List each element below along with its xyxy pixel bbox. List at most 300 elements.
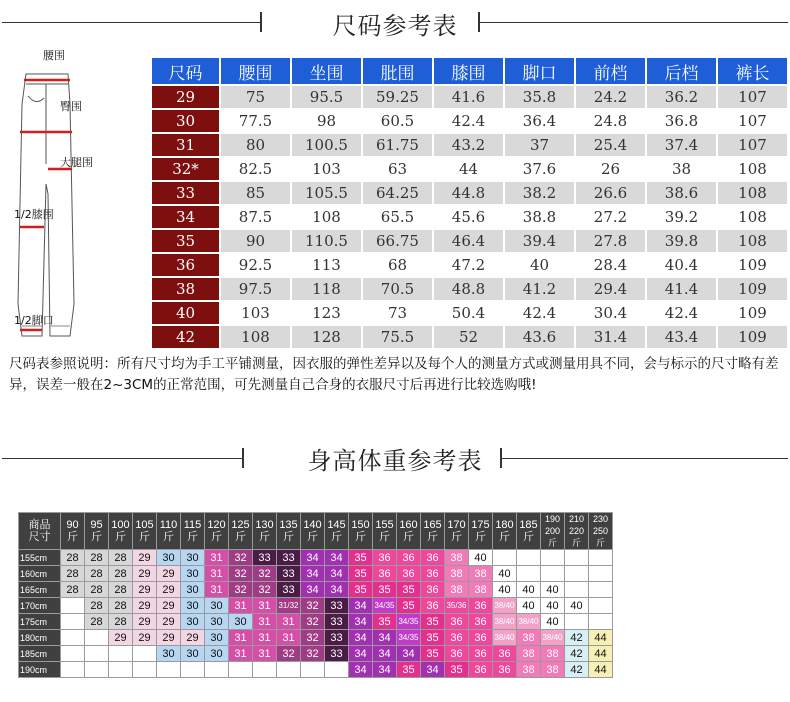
size-value-cell: 35.8: [504, 85, 575, 109]
hw-size-cell: 31: [205, 550, 229, 566]
hw-size-cell: 31/32: [277, 598, 301, 614]
size-value-cell: 98: [291, 109, 362, 133]
hw-size-cell: 29: [157, 598, 181, 614]
hw-size-cell: 36: [445, 614, 469, 630]
hw-size-cell: 31: [277, 630, 301, 646]
hw-size-cell: 38: [445, 550, 469, 566]
size-value-cell: 43.2: [433, 133, 504, 157]
hw-size-cell: 34: [325, 566, 349, 582]
size-value-cell: 113: [291, 253, 362, 277]
hw-weight-header: 155 斤: [373, 513, 397, 550]
hw-size-cell: 35: [421, 630, 445, 646]
hw-size-cell: 30: [181, 550, 205, 566]
hw-size-cell: 36: [421, 550, 445, 566]
hw-size-cell: 38: [469, 582, 493, 598]
size-label-cell: 35: [151, 229, 220, 253]
size-value-cell: 37.6: [504, 157, 575, 181]
hw-size-cell: 30: [229, 614, 253, 630]
hw-size-cell: 38/40: [493, 614, 517, 630]
size-value-cell: 107: [717, 109, 788, 133]
hw-size-cell: 28: [85, 550, 109, 566]
size-value-cell: 27.2: [575, 205, 646, 229]
size-value-cell: 31.4: [575, 325, 646, 349]
hw-weight-header: 165 斤: [421, 513, 445, 550]
hw-size-cell: 35: [349, 582, 373, 598]
trouser-measurement-diagram: [6, 44, 140, 354]
hw-size-cell: 36: [445, 646, 469, 662]
hw-size-cell: 29: [133, 582, 157, 598]
size-label-cell: 42: [151, 325, 220, 349]
hw-size-cell: 29: [157, 630, 181, 646]
hw-size-cell: [589, 582, 613, 598]
hw-size-cell: 33: [325, 646, 349, 662]
hw-size-cell: 35: [349, 550, 373, 566]
hw-size-cell: [517, 566, 541, 582]
size-value-cell: 108: [717, 157, 788, 181]
hw-size-cell: 28: [61, 566, 85, 582]
hw-size-cell: 35: [421, 614, 445, 630]
hw-size-cell: 36: [421, 598, 445, 614]
size-value-cell: 26.6: [575, 181, 646, 205]
hw-size-cell: [181, 662, 205, 678]
size-value-cell: 64.25: [362, 181, 433, 205]
hw-size-cell: 40: [541, 598, 565, 614]
hw-size-cell: 40: [469, 550, 493, 566]
hw-size-cell: 36: [493, 662, 517, 678]
size-value-cell: 95.5: [291, 85, 362, 109]
hw-size-cell: 28: [109, 550, 133, 566]
size-value-cell: 39.2: [646, 205, 717, 229]
hw-size-cell: 42: [565, 646, 589, 662]
size-value-cell: 77.5: [220, 109, 291, 133]
hw-height-label: 170cm: [19, 598, 61, 614]
hw-weight-header: 105 斤: [133, 513, 157, 550]
size-value-cell: 36.4: [504, 109, 575, 133]
hw-row: [19, 614, 613, 630]
size-label-cell: 36: [151, 253, 220, 277]
hw-size-cell: 36: [469, 614, 493, 630]
hw-size-cell: 30: [181, 646, 205, 662]
hw-size-cell: 32: [229, 566, 253, 582]
hw-size-cell: 29: [133, 566, 157, 582]
hw-size-cell: 31: [229, 630, 253, 646]
size-value-cell: 37: [504, 133, 575, 157]
size-value-cell: 110.5: [291, 229, 362, 253]
size-value-cell: 63: [362, 157, 433, 181]
hw-weight-header: 110 斤: [157, 513, 181, 550]
hw-weight-header: 170 斤: [445, 513, 469, 550]
hw-size-cell: [109, 662, 133, 678]
hw-size-cell: [325, 662, 349, 678]
hw-size-cell: 38/40: [493, 630, 517, 646]
hw-size-cell: 44: [589, 646, 613, 662]
label-knee: 1/2膝围: [14, 208, 54, 221]
hw-weight-header: 190 200斤: [541, 513, 565, 550]
hw-size-cell: 34: [373, 662, 397, 678]
label-hem: 1/2脚口: [14, 314, 54, 327]
hw-weight-header: 130 斤: [253, 513, 277, 550]
hw-size-cell: 33: [253, 550, 277, 566]
size-value-cell: 43.4: [646, 325, 717, 349]
size-table-header: [151, 57, 788, 85]
hw-size-cell: 34/35: [397, 614, 421, 630]
hw-size-cell: 34: [421, 662, 445, 678]
hw-size-cell: [61, 646, 85, 662]
hw-weight-header: 175 斤: [469, 513, 493, 550]
hw-size-cell: 38: [445, 582, 469, 598]
hw-weight-header: 230 250斤: [589, 513, 613, 550]
hw-size-cell: 31: [205, 566, 229, 582]
size-value-cell: 44: [433, 157, 504, 181]
height-weight-table: [18, 512, 613, 678]
size-row: [151, 277, 788, 301]
size-value-cell: 48.8: [433, 277, 504, 301]
hw-size-cell: 28: [109, 614, 133, 630]
size-value-cell: 24.2: [575, 85, 646, 109]
size-value-cell: 75.5: [362, 325, 433, 349]
size-value-cell: 60.5: [362, 109, 433, 133]
hw-size-cell: [133, 646, 157, 662]
size-value-cell: 38.8: [504, 205, 575, 229]
hw-size-cell: 35/36: [445, 598, 469, 614]
size-value-cell: 103: [220, 301, 291, 325]
hw-size-cell: [85, 646, 109, 662]
hw-size-cell: 30: [205, 630, 229, 646]
hw-size-cell: [517, 550, 541, 566]
hw-size-cell: 40: [517, 582, 541, 598]
size-value-cell: 128: [291, 325, 362, 349]
hw-size-cell: 30: [205, 646, 229, 662]
hw-weight-header: 95 斤: [85, 513, 109, 550]
hw-size-cell: 40: [541, 614, 565, 630]
size-value-cell: 75: [220, 85, 291, 109]
hw-size-cell: [589, 566, 613, 582]
size-value-cell: 37.4: [646, 133, 717, 157]
size-value-cell: 39.4: [504, 229, 575, 253]
hw-size-cell: 29: [133, 598, 157, 614]
size-header-cell: 坐围: [291, 57, 362, 85]
hw-size-cell: [565, 550, 589, 566]
hw-size-cell: [85, 630, 109, 646]
hw-size-cell: 38/40: [541, 630, 565, 646]
hw-size-cell: 36: [469, 630, 493, 646]
hw-size-cell: 36: [469, 598, 493, 614]
hw-header-row: [19, 513, 613, 550]
size-value-cell: 27.8: [575, 229, 646, 253]
size-value-cell: 87.5: [220, 205, 291, 229]
size-value-cell: 118: [291, 277, 362, 301]
size-row: [151, 229, 788, 253]
hw-size-cell: 34: [301, 550, 325, 566]
hw-row: [19, 646, 613, 662]
size-chart-title: 尺码参考表: [332, 12, 458, 40]
size-row: [151, 133, 788, 157]
size-label-cell: 32*: [151, 157, 220, 181]
hw-size-cell: 35: [373, 614, 397, 630]
hw-size-cell: 35: [373, 582, 397, 598]
hw-height-label: 160cm: [19, 566, 61, 582]
hw-size-cell: 33: [325, 614, 349, 630]
hw-size-cell: 34: [397, 646, 421, 662]
hw-size-cell: 30: [205, 614, 229, 630]
hw-size-cell: 32: [277, 646, 301, 662]
hw-weight-header: 100 斤: [109, 513, 133, 550]
size-value-cell: 24.8: [575, 109, 646, 133]
hw-size-cell: 38: [517, 630, 541, 646]
hw-size-cell: 29: [157, 582, 181, 598]
size-value-cell: 103: [291, 157, 362, 181]
hw-size-cell: 34: [349, 662, 373, 678]
hw-size-cell: 31: [253, 598, 277, 614]
hw-weight-header: 120 斤: [205, 513, 229, 550]
hw-size-cell: 29: [181, 630, 205, 646]
size-value-cell: 61.75: [362, 133, 433, 157]
hw-size-cell: [541, 566, 565, 582]
hw-size-cell: [589, 614, 613, 630]
size-value-cell: 38.2: [504, 181, 575, 205]
size-value-cell: 44.8: [433, 181, 504, 205]
hw-size-cell: 30: [157, 646, 181, 662]
hw-size-cell: 29: [157, 566, 181, 582]
size-value-cell: 107: [717, 85, 788, 109]
hw-size-cell: 30: [157, 550, 181, 566]
label-hip: 臀围: [60, 100, 82, 113]
hw-size-cell: 33: [277, 566, 301, 582]
size-row: [151, 253, 788, 277]
size-table: [150, 56, 789, 350]
hw-size-cell: [253, 662, 277, 678]
hw-size-cell: 40: [565, 598, 589, 614]
hw-size-cell: 36: [493, 646, 517, 662]
size-row: [151, 181, 788, 205]
size-value-cell: 123: [291, 301, 362, 325]
size-value-cell: 40.4: [646, 253, 717, 277]
size-value-cell: 40: [504, 253, 575, 277]
hw-size-cell: 38: [541, 662, 565, 678]
hw-size-cell: 29: [157, 614, 181, 630]
hw-size-cell: 29: [133, 630, 157, 646]
hw-size-cell: [493, 550, 517, 566]
size-value-cell: 108: [291, 205, 362, 229]
size-value-cell: 39.8: [646, 229, 717, 253]
hw-size-cell: 34: [373, 646, 397, 662]
hw-size-cell: [109, 646, 133, 662]
hw-size-cell: 30: [181, 566, 205, 582]
hw-size-cell: 34: [301, 566, 325, 582]
size-value-cell: 25.4: [575, 133, 646, 157]
hw-size-cell: 35: [421, 646, 445, 662]
hw-size-cell: 32: [253, 582, 277, 598]
hw-size-cell: [61, 630, 85, 646]
size-value-cell: 52: [433, 325, 504, 349]
hw-size-cell: 28: [61, 550, 85, 566]
size-value-cell: 29.4: [575, 277, 646, 301]
size-value-cell: 97.5: [220, 277, 291, 301]
hw-size-cell: 34: [349, 630, 373, 646]
size-row: [151, 157, 788, 181]
size-row: [151, 205, 788, 229]
hw-size-cell: 36: [373, 550, 397, 566]
size-label-cell: 30: [151, 109, 220, 133]
hw-size-cell: 38: [469, 566, 493, 582]
hw-size-cell: [205, 662, 229, 678]
hw-size-cell: 31: [205, 582, 229, 598]
size-value-cell: 36.2: [646, 85, 717, 109]
size-row: [151, 109, 788, 133]
hw-size-cell: 38: [517, 646, 541, 662]
hw-size-cell: [157, 662, 181, 678]
hw-size-cell: 32: [229, 550, 253, 566]
hw-weight-header: 115 斤: [181, 513, 205, 550]
size-value-cell: 28.4: [575, 253, 646, 277]
hw-size-cell: 35: [349, 566, 373, 582]
hw-size-cell: 31: [229, 646, 253, 662]
size-value-cell: 43.6: [504, 325, 575, 349]
size-value-cell: 73: [362, 301, 433, 325]
hw-size-cell: 40: [517, 598, 541, 614]
hw-size-cell: [61, 598, 85, 614]
hw-weight-header: 160 斤: [397, 513, 421, 550]
hw-size-cell: 36: [373, 566, 397, 582]
size-header-cell: 裤长: [717, 57, 788, 85]
hw-size-cell: [589, 550, 613, 566]
hw-size-cell: [133, 662, 157, 678]
size-header-cell: 肶围: [362, 57, 433, 85]
hw-size-cell: 32: [301, 646, 325, 662]
hw-size-cell: 32: [301, 598, 325, 614]
size-value-cell: 41.4: [646, 277, 717, 301]
hw-size-cell: 33: [325, 630, 349, 646]
size-value-cell: 85: [220, 181, 291, 205]
size-label-cell: 38: [151, 277, 220, 301]
size-value-cell: 80: [220, 133, 291, 157]
hw-row: [19, 582, 613, 598]
hw-size-cell: [589, 598, 613, 614]
size-value-cell: 100.5: [291, 133, 362, 157]
size-value-cell: 66.75: [362, 229, 433, 253]
size-value-cell: 45.6: [433, 205, 504, 229]
hw-size-cell: 35: [397, 662, 421, 678]
hw-size-cell: 36: [397, 566, 421, 582]
size-value-cell: 109: [717, 277, 788, 301]
hw-weight-header: 90 斤: [61, 513, 85, 550]
hw-size-cell: 42: [565, 630, 589, 646]
hw-height-label: 180cm: [19, 630, 61, 646]
size-header-cell: 后档: [646, 57, 717, 85]
size-label-cell: 40: [151, 301, 220, 325]
trouser-outline-icon: [6, 44, 140, 354]
hw-size-cell: 36: [421, 582, 445, 598]
size-value-cell: 42.4: [504, 301, 575, 325]
size-row: [151, 325, 788, 349]
hw-size-cell: 33: [325, 598, 349, 614]
height-weight-title: 身高体重参考表: [307, 447, 483, 475]
hw-size-cell: [301, 662, 325, 678]
hw-size-cell: [61, 662, 85, 678]
hw-size-cell: 28: [61, 582, 85, 598]
hw-size-cell: [85, 662, 109, 678]
hw-size-cell: [565, 566, 589, 582]
size-value-cell: 109: [717, 253, 788, 277]
hw-size-cell: 34: [325, 582, 349, 598]
hw-size-cell: 35: [445, 662, 469, 678]
hw-size-cell: 32: [253, 566, 277, 582]
size-header-cell: 脚口: [504, 57, 575, 85]
hw-size-cell: 31: [253, 614, 277, 630]
size-value-cell: 105.5: [291, 181, 362, 205]
hw-size-cell: 44: [589, 630, 613, 646]
hw-row: [19, 598, 613, 614]
hw-size-cell: 33: [277, 550, 301, 566]
hw-height-label: 155cm: [19, 550, 61, 566]
hw-size-cell: 30: [181, 614, 205, 630]
hw-size-cell: 38/40: [517, 614, 541, 630]
hw-size-cell: 32: [301, 630, 325, 646]
hw-size-cell: 38/40: [493, 598, 517, 614]
size-row: [151, 85, 788, 109]
size-value-cell: 30.4: [575, 301, 646, 325]
hw-height-label: 175cm: [19, 614, 61, 630]
hw-size-cell: 31: [277, 614, 301, 630]
hw-size-cell: 35: [397, 598, 421, 614]
hw-row: [19, 566, 613, 582]
hw-size-cell: 30: [181, 582, 205, 598]
hw-size-cell: 33: [277, 582, 301, 598]
size-value-cell: 90: [220, 229, 291, 253]
hw-height-label: 190cm: [19, 662, 61, 678]
hw-weight-header: 135 斤: [277, 513, 301, 550]
label-thigh: 大腿围: [60, 156, 93, 169]
size-label-cell: 34: [151, 205, 220, 229]
size-value-cell: 46.4: [433, 229, 504, 253]
hw-size-cell: 40: [493, 582, 517, 598]
size-value-cell: 108: [717, 181, 788, 205]
hw-weight-header: 210 220斤: [565, 513, 589, 550]
size-note: 尺码表参照说明：所有尺寸均为手工平铺测量，因衣服的弹性差异以及每个人的测量方式或测量用具不同，会与标示的尺寸略有差异，误差一般在2~3CM的正常范围，可先测量自己合身的衣服尺寸后再进行比较选购哦!: [9, 356, 779, 393]
hw-size-cell: 36: [445, 630, 469, 646]
hw-row: [19, 630, 613, 646]
hw-size-cell: 38: [541, 646, 565, 662]
hw-size-cell: 34: [349, 598, 373, 614]
hw-size-cell: [565, 582, 589, 598]
size-header-cell: 腰围: [220, 57, 291, 85]
size-value-cell: 47.2: [433, 253, 504, 277]
hw-size-cell: [541, 550, 565, 566]
hw-size-cell: 34: [373, 630, 397, 646]
size-value-cell: 108: [220, 325, 291, 349]
hw-size-cell: 40: [493, 566, 517, 582]
size-label-cell: 33: [151, 181, 220, 205]
size-value-cell: 68: [362, 253, 433, 277]
hw-size-cell: 32: [229, 582, 253, 598]
hw-size-cell: 31: [253, 630, 277, 646]
hw-size-cell: 28: [85, 582, 109, 598]
hw-size-cell: 30: [205, 598, 229, 614]
hw-size-cell: 38: [445, 566, 469, 582]
hw-size-cell: 36: [469, 662, 493, 678]
hw-weight-header: 185 斤: [517, 513, 541, 550]
hw-weight-header: 150 斤: [349, 513, 373, 550]
size-value-cell: 70.5: [362, 277, 433, 301]
hw-size-cell: 34/35: [373, 598, 397, 614]
hw-size-cell: 28: [109, 598, 133, 614]
hw-size-cell: [229, 662, 253, 678]
hw-size-cell: 31: [229, 598, 253, 614]
size-header-cell: 尺码: [151, 57, 220, 85]
size-value-cell: 26: [575, 157, 646, 181]
size-label-cell: 31: [151, 133, 220, 157]
hw-size-cell: 34/35: [397, 630, 421, 646]
